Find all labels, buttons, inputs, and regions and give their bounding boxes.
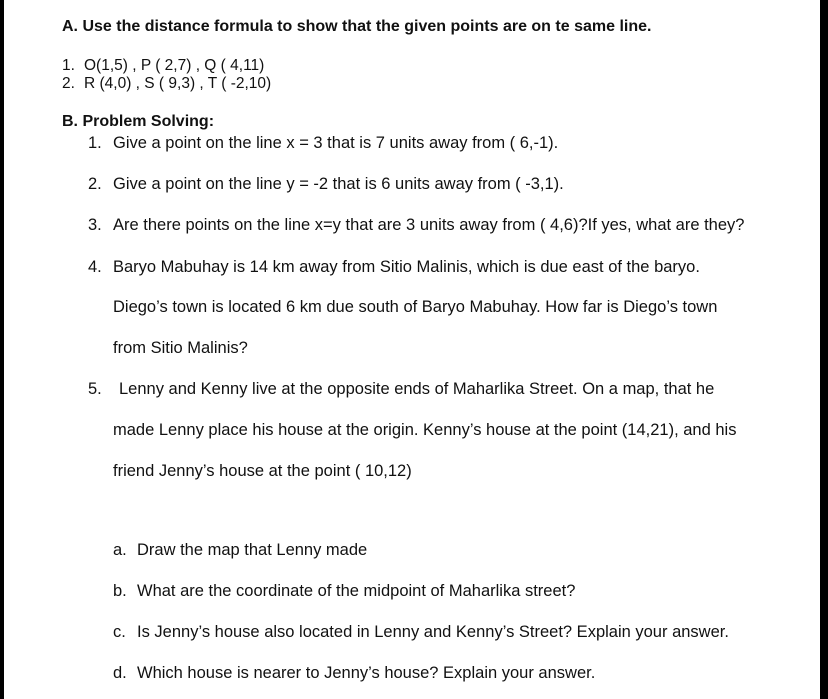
section-b-item-3: [88, 216, 744, 235]
item-text: R (4,0) , S ( 9,3) , T ( -2,10): [84, 75, 272, 92]
item-text: Give a point on the line x = 3 that is 7 units away from ( 6,-1).: [113, 134, 559, 152]
item-number: 3.: [88, 216, 102, 234]
section-a-item-2: [62, 75, 271, 93]
item-text: O(1,5) , P ( 2,7) , Q ( 4,11): [84, 57, 265, 74]
section-a-heading: A. Use the distance formula to show that the given points are on te same line.: [62, 18, 652, 35]
subitem-letter: c.: [113, 623, 126, 641]
item-number: 1.: [62, 57, 75, 74]
subitem-d: [113, 664, 595, 683]
section-b-item-5-number: 5.: [88, 380, 102, 398]
item-number: 2.: [88, 175, 102, 193]
subitem-letter: a.: [113, 541, 127, 559]
section-b-item-4-line-3: from Sitio Malinis?: [113, 339, 248, 357]
subitem-text: Is Jenny’s house also located in Lenny and Kenny’s Street? Explain your answer.: [137, 623, 729, 641]
subitem-letter: b.: [113, 582, 127, 600]
section-b-item-5-line-2: made Lenny place his house at the origin. Kenny’s house at the point (14,21), and his: [113, 421, 737, 439]
section-b-item-2: [88, 175, 564, 194]
subitem-text: Draw the map that Lenny made: [137, 541, 368, 559]
section-b-item-4-line-2: Diego’s town is located 6 km due south of Baryo Mabuhay. How far is Diego’s town: [113, 298, 718, 316]
section-b-item-5-line-3: friend Jenny’s house at the point ( 10,12): [113, 462, 412, 480]
item-number: 2.: [62, 75, 75, 92]
section-b-item-4-line-1: Baryo Mabuhay is 14 km away from Sitio Malinis, which is due east of the baryo.: [113, 258, 700, 276]
subitem-letter: d.: [113, 664, 127, 682]
section-a-item-1: [62, 57, 264, 75]
subitem-text: What are the coordinate of the midpoint of Maharlika street?: [137, 582, 576, 600]
item-number: 1.: [88, 134, 102, 152]
document-page: [4, 0, 820, 699]
item-text: Are there points on the line x=y that are 3 units away from ( 4,6)?If yes, what are they?: [113, 216, 745, 234]
section-b-heading: B. Problem Solving:: [62, 113, 215, 130]
section-b-item-5-line-1: Lenny and Kenny live at the opposite ends of Maharlika Street. On a map, that he: [119, 380, 715, 398]
subitem-a: [113, 541, 367, 560]
section-b-item-4-number: 4.: [88, 258, 102, 276]
section-b-item-1: [88, 134, 558, 153]
item-text: Give a point on the line y = -2 that is 6 units away from ( -3,1).: [113, 175, 564, 193]
subitem-b: [113, 582, 575, 601]
subitem-text: Which house is nearer to Jenny’s house? Explain your answer.: [137, 664, 596, 682]
subitem-c: [113, 623, 729, 642]
